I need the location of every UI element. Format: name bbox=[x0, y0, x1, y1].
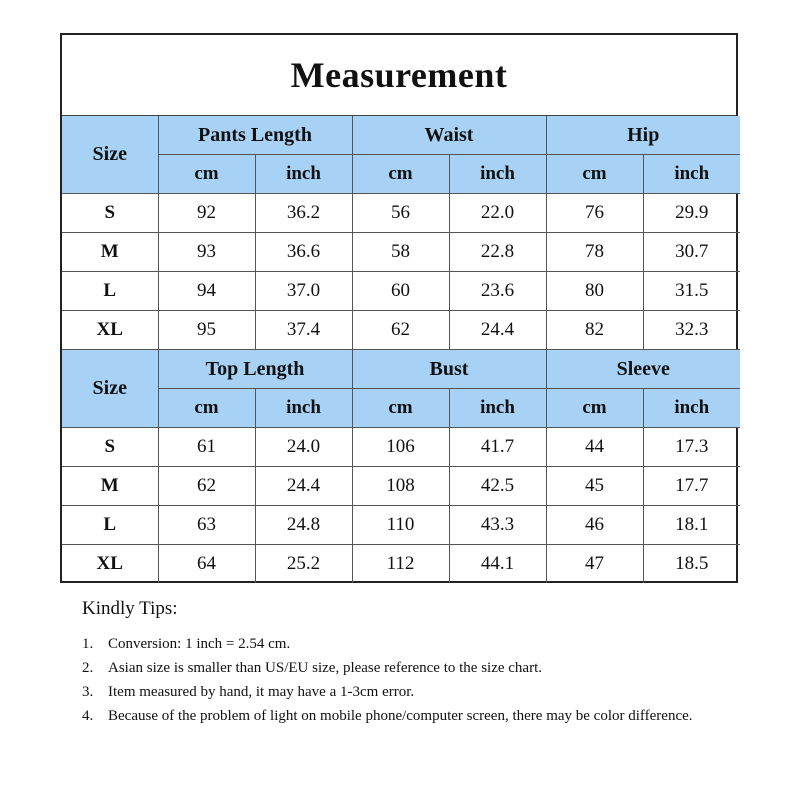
unit-cm-header: cm bbox=[352, 155, 449, 194]
table-cell: 56 bbox=[352, 194, 449, 233]
table-row bbox=[62, 467, 740, 506]
table-cell: 62 bbox=[158, 467, 255, 506]
group-header-row bbox=[62, 350, 740, 389]
kindly-tips bbox=[82, 598, 762, 728]
table-tops bbox=[62, 350, 740, 583]
unit-cm-header: cm bbox=[352, 389, 449, 428]
table-row bbox=[62, 545, 740, 584]
table-cell: 44 bbox=[546, 428, 643, 467]
tip-text: Because of the problem of light on mobile phone/computer screen, there may be color difference. bbox=[108, 708, 693, 724]
table-cell: 30.7 bbox=[643, 233, 740, 272]
table-cell: 18.5 bbox=[643, 545, 740, 584]
table-cell: 76 bbox=[546, 194, 643, 233]
table-cell: 36.6 bbox=[255, 233, 352, 272]
chart-title: Measurement bbox=[290, 55, 508, 95]
table-cell: 62 bbox=[352, 311, 449, 350]
unit-inch-header: inch bbox=[643, 155, 740, 194]
group-header: Top Length bbox=[158, 350, 352, 389]
tip-number: 4. bbox=[82, 708, 94, 724]
tip-number: 2. bbox=[82, 660, 94, 676]
table-row bbox=[62, 194, 740, 233]
table-cell: 37.4 bbox=[255, 311, 352, 350]
group-header: Hip bbox=[546, 116, 740, 155]
tip-item bbox=[82, 632, 762, 656]
table-cell: 43.3 bbox=[449, 506, 546, 545]
table-cell: 23.6 bbox=[449, 272, 546, 311]
unit-inch-header: inch bbox=[255, 155, 352, 194]
table-bottoms bbox=[62, 116, 740, 350]
table-cell: 60 bbox=[352, 272, 449, 311]
table-cell: 17.3 bbox=[643, 428, 740, 467]
table-cell: 64 bbox=[158, 545, 255, 584]
table-cell: 24.0 bbox=[255, 428, 352, 467]
table-cell: 29.9 bbox=[643, 194, 740, 233]
unit-inch-header: inch bbox=[449, 389, 546, 428]
size-label: M bbox=[62, 233, 158, 272]
measurement-table-group bbox=[62, 116, 736, 583]
table-cell: 24.8 bbox=[255, 506, 352, 545]
table-cell: 61 bbox=[158, 428, 255, 467]
table-cell: 17.7 bbox=[643, 467, 740, 506]
tip-item bbox=[82, 704, 762, 728]
table-row bbox=[62, 311, 740, 350]
table-cell: 36.2 bbox=[255, 194, 352, 233]
table-cell: 95 bbox=[158, 311, 255, 350]
table-row bbox=[62, 506, 740, 545]
table-cell: 112 bbox=[352, 545, 449, 584]
unit-header-row bbox=[62, 389, 740, 428]
size-label: S bbox=[62, 428, 158, 467]
table-cell: 46 bbox=[546, 506, 643, 545]
table-cell: 108 bbox=[352, 467, 449, 506]
table-cell: 31.5 bbox=[643, 272, 740, 311]
group-header: Bust bbox=[352, 350, 546, 389]
table-cell: 41.7 bbox=[449, 428, 546, 467]
size-label: M bbox=[62, 467, 158, 506]
table-cell: 37.0 bbox=[255, 272, 352, 311]
table-cell: 32.3 bbox=[643, 311, 740, 350]
table-cell: 24.4 bbox=[449, 311, 546, 350]
table-cell: 47 bbox=[546, 545, 643, 584]
table-cell: 22.0 bbox=[449, 194, 546, 233]
table-cell: 18.1 bbox=[643, 506, 740, 545]
size-label: XL bbox=[62, 311, 158, 350]
size-label: XL bbox=[62, 545, 158, 584]
table-cell: 63 bbox=[158, 506, 255, 545]
size-label: S bbox=[62, 194, 158, 233]
table-cell: 110 bbox=[352, 506, 449, 545]
tip-number: 1. bbox=[82, 636, 94, 652]
group-header: Waist bbox=[352, 116, 546, 155]
tips-list bbox=[82, 632, 762, 728]
table-cell: 93 bbox=[158, 233, 255, 272]
unit-cm-header: cm bbox=[546, 155, 643, 194]
table-row bbox=[62, 272, 740, 311]
table-cell: 106 bbox=[352, 428, 449, 467]
tip-text: Conversion: 1 inch = 2.54 cm. bbox=[108, 636, 291, 652]
unit-inch-header: inch bbox=[255, 389, 352, 428]
unit-cm-header: cm bbox=[158, 389, 255, 428]
tip-item bbox=[82, 680, 762, 704]
table-cell: 58 bbox=[352, 233, 449, 272]
tip-text: Item measured by hand, it may have a 1-3cm error. bbox=[108, 684, 415, 700]
table-cell: 22.8 bbox=[449, 233, 546, 272]
group-header: Pants Length bbox=[158, 116, 352, 155]
table-cell: 44.1 bbox=[449, 545, 546, 584]
size-chart bbox=[60, 33, 738, 583]
size-header: Size bbox=[62, 350, 158, 428]
unit-cm-header: cm bbox=[546, 389, 643, 428]
unit-inch-header: inch bbox=[449, 155, 546, 194]
table-cell: 82 bbox=[546, 311, 643, 350]
table-row bbox=[62, 428, 740, 467]
table-cell: 80 bbox=[546, 272, 643, 311]
table-cell: 45 bbox=[546, 467, 643, 506]
tip-number: 3. bbox=[82, 684, 94, 700]
size-label: L bbox=[62, 272, 158, 311]
group-header: Sleeve bbox=[546, 350, 740, 389]
table-cell: 25.2 bbox=[255, 545, 352, 584]
tip-item bbox=[82, 656, 762, 680]
title-bar bbox=[62, 35, 736, 116]
unit-cm-header: cm bbox=[158, 155, 255, 194]
unit-header-row bbox=[62, 155, 740, 194]
table-cell: 24.4 bbox=[255, 467, 352, 506]
table-cell: 42.5 bbox=[449, 467, 546, 506]
table-cell: 92 bbox=[158, 194, 255, 233]
size-header: Size bbox=[62, 116, 158, 194]
tips-title: Kindly Tips: bbox=[82, 598, 178, 619]
table-cell: 78 bbox=[546, 233, 643, 272]
size-label: L bbox=[62, 506, 158, 545]
unit-inch-header: inch bbox=[643, 389, 740, 428]
table-row bbox=[62, 233, 740, 272]
table-cell: 94 bbox=[158, 272, 255, 311]
group-header-row bbox=[62, 116, 740, 155]
tip-text: Asian size is smaller than US/EU size, please reference to the size chart. bbox=[108, 660, 542, 676]
